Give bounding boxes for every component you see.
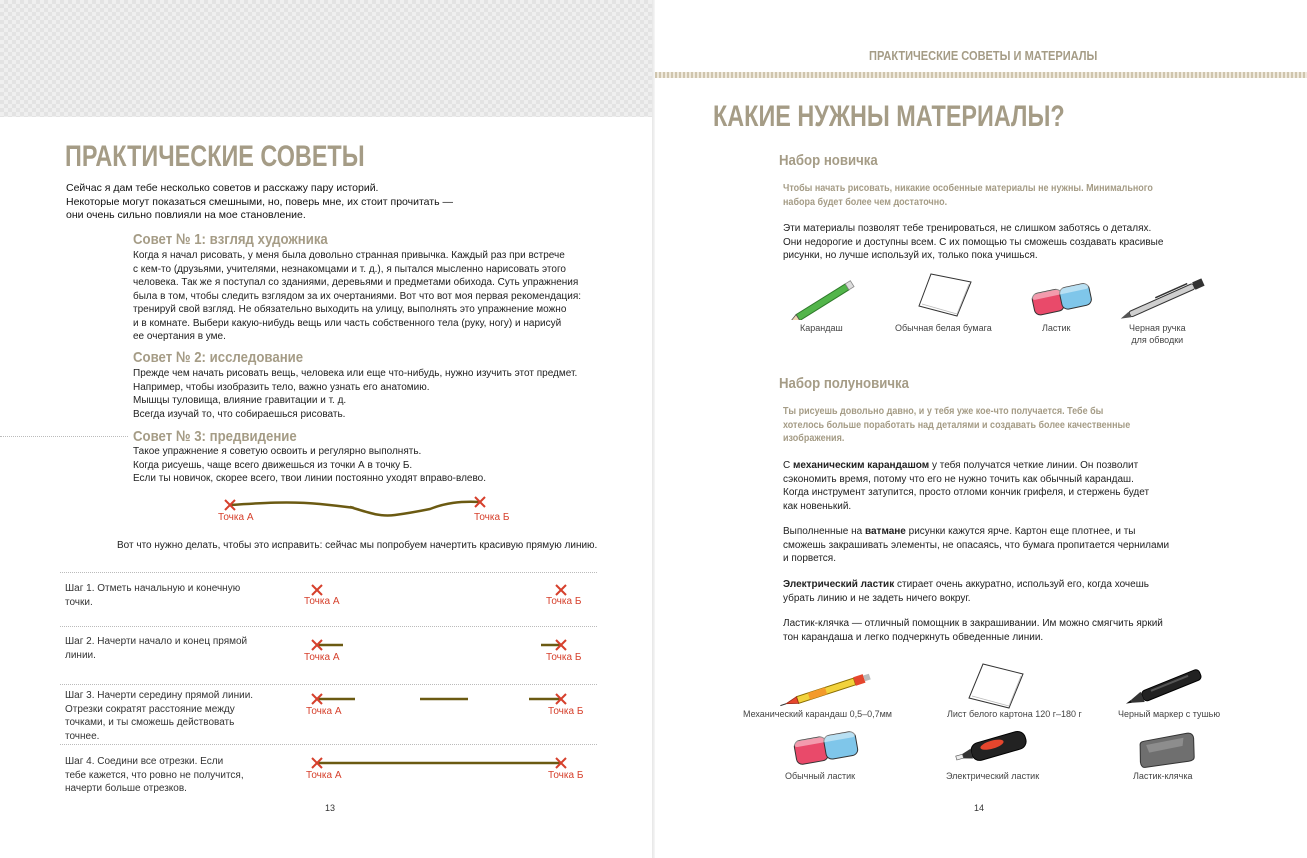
tip-line: с кем-то (друзьями, учителями, незнакомцами и т. д.), я пытался мысленно нарисовать этого xyxy=(133,263,566,275)
point-a-label: Точка А xyxy=(304,652,340,663)
item-caption: Ластик xyxy=(1042,323,1071,333)
semi-title: Набор полуновичка xyxy=(779,375,909,392)
point-a-label: Точка А xyxy=(306,770,342,781)
step-line: точки. xyxy=(65,596,93,608)
text-line: рисунки, но лучше используй их, только пока учишься. xyxy=(783,250,1038,261)
text-run: Выполненные на xyxy=(783,526,865,537)
text-bold: ватмане xyxy=(864,526,906,537)
tip-line: человека. Так же я поступал со зданиями, деревьями и предметами обихода. Суть упражнения xyxy=(133,277,579,288)
step-line: Отрезки сократят расстояние между xyxy=(65,703,235,715)
left-page xyxy=(0,0,652,858)
step-3-illustration xyxy=(305,691,575,711)
step-line: Начерти начало и конец прямой xyxy=(94,636,248,647)
paper-icon xyxy=(917,270,977,320)
checkered-header-band xyxy=(0,0,652,117)
tip-1-title: Совет № 1: взгляд художника xyxy=(133,231,328,248)
step-line: точнее. xyxy=(65,730,100,742)
step-line: точками, и ты сможешь действовать xyxy=(65,717,235,728)
eraser-icon xyxy=(789,728,863,768)
point-b-label: Точка Б xyxy=(548,770,584,781)
divider xyxy=(60,626,597,627)
intro-line: они очень сильно повлияли на мое становление. xyxy=(66,209,306,221)
tip-line: Когда я начал рисовать, у меня была довольно странная привычка. Каждый раз при встрече xyxy=(133,250,565,261)
header-rule xyxy=(655,72,1307,78)
caption-line: для обводки xyxy=(1131,335,1184,345)
divider xyxy=(60,684,597,685)
point-b-label: Точка Б xyxy=(546,596,582,607)
lead-line: хотелось больше поработать над деталями и создавать более качественные xyxy=(783,419,1131,431)
text-run: С xyxy=(783,460,793,471)
text-line: убрать линию и не задеть ничего вокруг. xyxy=(783,592,971,604)
step-line: Соедини все отрезки. Если xyxy=(94,756,224,767)
tip-line: Мышцы туловища, влияние гравитации и т. д. xyxy=(133,395,347,406)
step-2-text xyxy=(65,635,247,662)
item-caption: Ластик-клячка xyxy=(1133,771,1193,781)
item-caption: Карандаш xyxy=(800,323,843,333)
item-caption xyxy=(1129,322,1186,346)
text-line: сможешь закрашивать элементы, не опасаясь, что бумага пропитается чернилами xyxy=(783,539,1170,551)
item-caption: Лист белого картона 120 г–180 г xyxy=(947,709,1082,719)
text-line: Когда инструмент затупится, просто отломи кончик грифеля, и стержень будет xyxy=(783,487,1150,498)
text-run: рисунки кажутся ярче. Картон еще плотнее, и ты xyxy=(905,526,1136,537)
caption-line: Черная ручка xyxy=(1129,323,1186,333)
step-2-illustration xyxy=(305,637,575,657)
tip-line: Если ты новичок, скорее всего, твои линии постоянно уходят вправо-влево. xyxy=(133,473,487,484)
text-line: Эти материалы позволят тебе тренироваться, не слишком заботясь о деталях. xyxy=(783,223,1152,234)
lead-line: набора будет более чем достаточно. xyxy=(783,196,948,208)
item-caption: Черный маркер с тушью xyxy=(1118,709,1221,719)
beginner-lead xyxy=(783,182,1153,209)
eraser-icon xyxy=(1027,280,1099,320)
tip-line: Например, чтобы изобразить тело, важно узнать его анатомию. xyxy=(133,381,430,393)
running-header: ПРАКТИЧЕСКИЕ СОВЕТЫ И МАТЕРИАЛЫ xyxy=(869,48,1098,63)
marker-icon xyxy=(1121,668,1211,708)
page-number: 14 xyxy=(974,803,985,813)
intro-line: Сейчас я дам тебе несколько советов и расскажу пару историй. xyxy=(66,182,379,194)
divider xyxy=(60,744,597,745)
point-a-label: Точка А xyxy=(304,596,340,607)
tip-line: Когда рисуешь, чаще всего движешься из точки А в точку Б. xyxy=(133,459,413,471)
mechanical-pencil-paragraph xyxy=(783,459,1223,513)
point-a-label: Точка А xyxy=(306,706,342,717)
pen-icon xyxy=(1117,278,1213,322)
step-label: Шаг 2. xyxy=(65,636,95,647)
tip-1-text xyxy=(133,249,633,344)
tip-line: тренируй свой взгляд. Не обязательно выходить на улицу, выполнять это упражнение можно xyxy=(133,304,567,315)
electric-eraser-icon xyxy=(955,726,1035,770)
intro-text xyxy=(66,182,453,223)
kneaded-eraser-icon xyxy=(1135,730,1201,770)
step-line: линии. xyxy=(65,649,96,661)
point-b-label: Точка Б xyxy=(474,512,510,523)
tip-3-title: Совет № 3: предвидение xyxy=(133,428,297,445)
semi-lead xyxy=(783,405,1130,446)
tip-2-title: Совет № 2: исследование xyxy=(133,349,304,366)
mechanical-pencil-icon xyxy=(780,668,880,712)
step-label: Шаг 4. xyxy=(65,756,95,767)
point-b-label: Точка Б xyxy=(548,706,584,717)
tip-2-text xyxy=(133,367,633,421)
fix-text: Вот что нужно делать, чтобы это исправить: сейчас мы попробуем начертить красивую прямую линию. xyxy=(117,540,598,551)
step-label: Шаг 1. xyxy=(65,583,95,594)
text-line: Они недорогие и доступны всем. С их помощью ты сможешь создавать красивые xyxy=(783,236,1164,248)
tip-line: была в том, чтобы следить взглядом за их очертаниями. Вот что вот моя первая рекомендация: xyxy=(133,290,582,302)
cardboard-icon xyxy=(965,660,1029,710)
intro-line: Некоторые могут показаться смешными, но, поверь мне, их стоит прочитать — xyxy=(66,195,453,208)
tip-line: Такое упражнение я советую освоить и регулярно выполнять. xyxy=(133,446,422,457)
beginner-title: Набор новичка xyxy=(779,152,878,169)
step-3-text xyxy=(65,689,253,743)
text-line: как новенький. xyxy=(783,500,852,512)
step-line: Начерти середину прямой линии. xyxy=(94,690,254,701)
wavy-line-illustration xyxy=(220,495,500,525)
divider xyxy=(0,436,128,437)
item-caption: Обычный ластик xyxy=(785,771,856,781)
item-caption: Электрический ластик xyxy=(946,771,1040,781)
tip-3-text xyxy=(133,445,633,486)
item-caption: Механический карандаш 0,5–0,7мм xyxy=(743,709,892,719)
electric-eraser-paragraph xyxy=(783,578,1223,605)
step-4-text xyxy=(65,755,244,796)
tip-line: ее очертания в уме. xyxy=(133,331,226,342)
page-title: КАКИЕ НУЖНЫ МАТЕРИАЛЫ? xyxy=(713,100,1065,133)
point-b-label: Точка Б xyxy=(546,652,582,663)
page-title: ПРАКТИЧЕСКИЕ СОВЕТЫ xyxy=(65,140,365,173)
text-run: у тебя получатся четкие линии. Он позволит xyxy=(929,460,1139,471)
tip-line: Всегда изучай то, что собираешься рисовать. xyxy=(133,408,346,420)
step-line: тебе кажется, что ровно не получится, xyxy=(65,769,244,781)
text-line: и порвется. xyxy=(783,553,836,564)
text-bold: Электрический ластик xyxy=(783,579,895,590)
text-line: тон карандаша и легко подчеркнуть обведенные линии. xyxy=(783,631,1044,643)
text-line: сэкономить время, потому что его не нужно точить как обычный карандаш. xyxy=(783,473,1134,485)
lead-line: Чтобы начать рисовать, никакие особенные материалы не нужны. Минимального xyxy=(783,183,1153,194)
step-1-text xyxy=(65,582,240,609)
step-label: Шаг 3. xyxy=(65,690,95,701)
right-page xyxy=(655,0,1307,858)
item-caption: Обычная белая бумага xyxy=(895,323,992,333)
cardboard-paragraph xyxy=(783,525,1223,566)
step-4-illustration xyxy=(305,755,575,775)
tip-line: Прежде чем начать рисовать вещь, человека или еще что-нибудь, нужно изучить этот предмет. xyxy=(133,368,578,379)
divider xyxy=(60,572,597,573)
step-line: начерти больше отрезков. xyxy=(65,783,187,794)
pencil-icon xyxy=(787,280,867,320)
text-run: стирает очень аккуратно, используй его, когда хочешь xyxy=(894,579,1149,590)
point-a-label: Точка А xyxy=(218,512,254,523)
text-line: Ластик-клячка — отличный помощник в закрашивании. Им можно смягчить яркий xyxy=(783,618,1163,629)
step-line: Отметь начальную и конечную xyxy=(94,583,241,594)
step-1-illustration xyxy=(305,582,575,602)
page-number: 13 xyxy=(325,803,336,813)
kneaded-eraser-paragraph xyxy=(783,617,1223,644)
lead-line: изображения. xyxy=(783,433,845,444)
text-bold: механическим карандашом xyxy=(793,460,930,471)
tip-line: и в комнате. Выбери какую-нибудь вещь или часть собственного тела (руку, ногу) и нарисуй xyxy=(133,317,562,329)
beginner-text xyxy=(783,222,1223,263)
lead-line: Ты рисуешь довольно давно, и у тебя уже кое-что получается. Тебе бы xyxy=(783,406,1104,417)
